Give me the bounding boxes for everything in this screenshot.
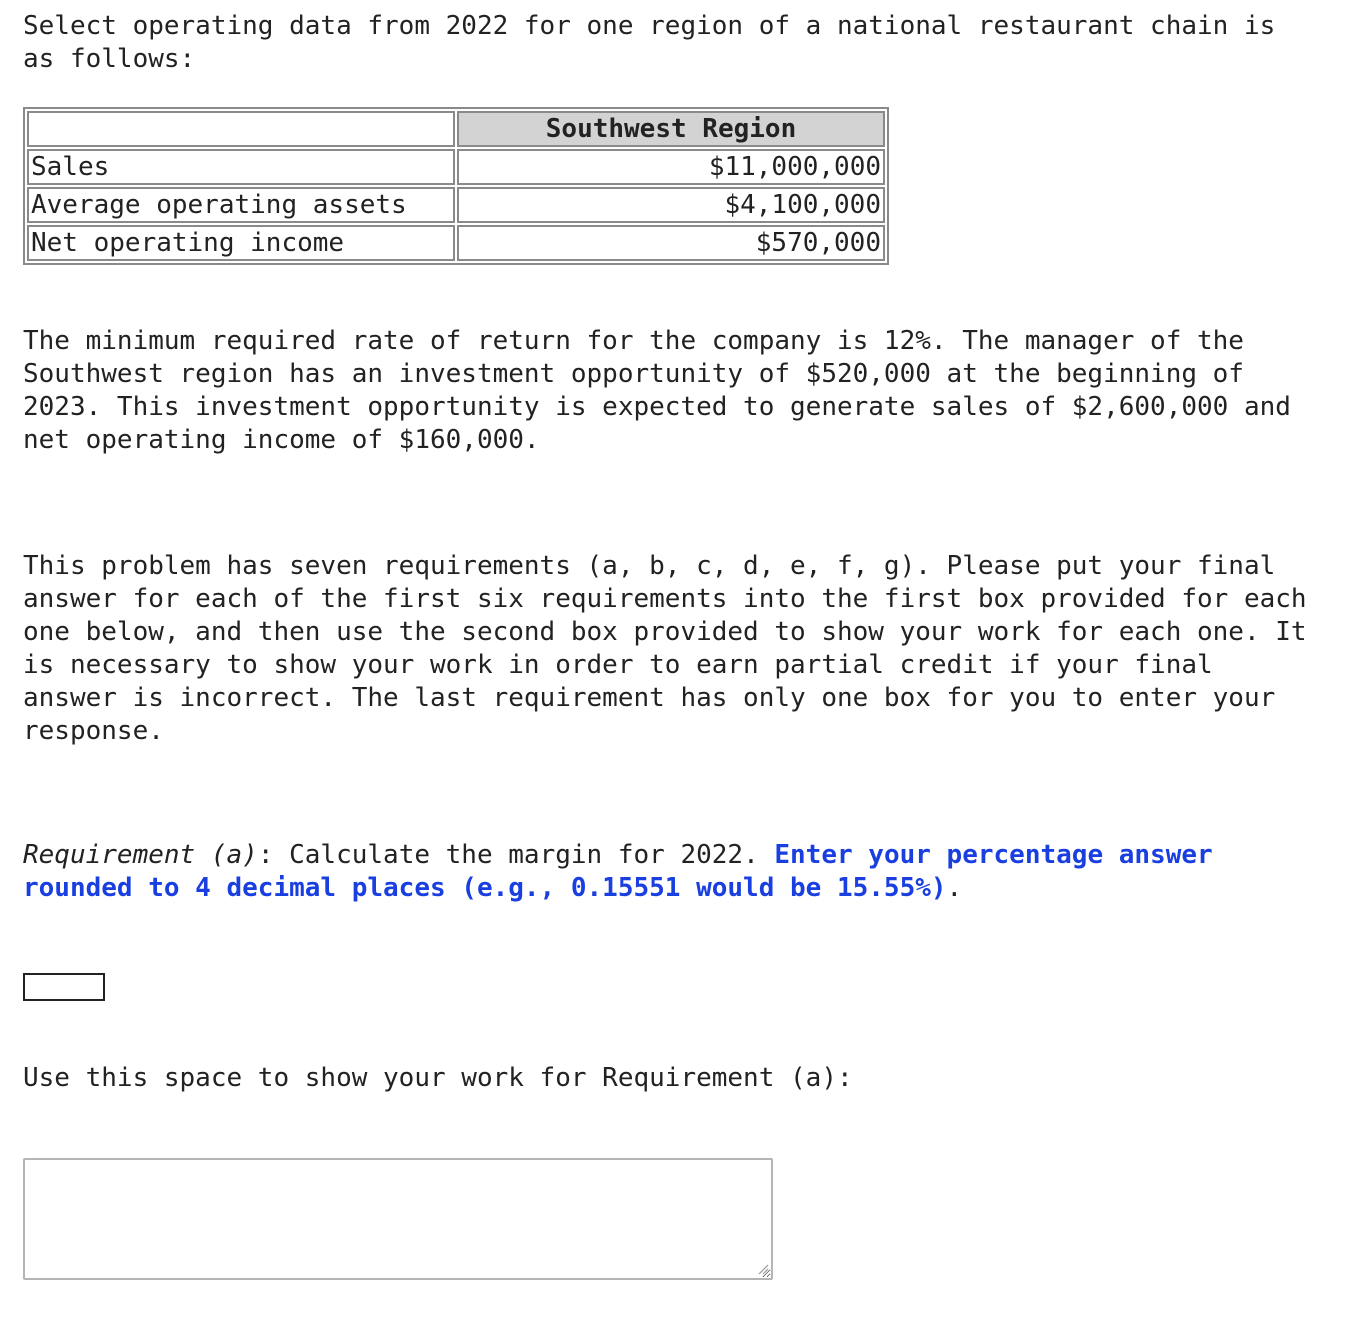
- row-label-net-operating-income: Net operating income: [27, 225, 455, 261]
- work-label-a: Use this space to show your work for Requirement (a):: [23, 1063, 853, 1093]
- table-header-blank: [27, 111, 455, 147]
- table-header-row: [27, 111, 885, 147]
- instructions-text: This problem has seven requirements (a, b, c, d, e, f, g). Please put your final answer for each of the first six requirements into the first box provided for each one below, and then use the second box provided to show your work for each one. It is necessary to show your work in order to earn partial credit if your final answer is incorrect. The last requirement has only one box for you to enter your response.: [23, 551, 1307, 746]
- requirement-a-prompt: [23, 839, 1323, 905]
- table-row: [27, 149, 885, 185]
- intro-text: Select operating data from 2022 for one region of a national restaurant chain is as follows:: [23, 11, 1276, 74]
- operating-data-table: [23, 107, 889, 265]
- table-header-region: Southwest Region: [457, 111, 885, 147]
- row-label-average-operating-assets: Average operating assets: [27, 187, 455, 223]
- answer-input-a[interactable]: [23, 973, 105, 1001]
- scenario-text: The minimum required rate of return for the company is 12%. The manager of the Southwest region has an investment opportunity of $520,000 at the beginning of 2023. This investment opportunity is expected to generate sales of $2,600,000 and net operating income of $160,000.: [23, 326, 1291, 455]
- row-value-net-operating-income: $570,000: [457, 225, 885, 261]
- row-value-average-operating-assets: $4,100,000: [457, 187, 885, 223]
- row-label-sales: Sales: [27, 149, 455, 185]
- table-row: [27, 187, 885, 223]
- table-row: [27, 225, 885, 261]
- requirement-a-label: Requirement (a): [23, 840, 258, 870]
- requirement-a-end: .: [946, 873, 963, 903]
- requirement-a-text: : Calculate the margin for 2022.: [257, 840, 775, 870]
- requirement-a-hint: Enter your percentage answer rounded to 4 decimal places (e.g., 0.15551 would be 15.55%): [23, 840, 1213, 903]
- row-value-sales: $11,000,000: [457, 149, 885, 185]
- work-textarea-a[interactable]: [23, 1158, 773, 1280]
